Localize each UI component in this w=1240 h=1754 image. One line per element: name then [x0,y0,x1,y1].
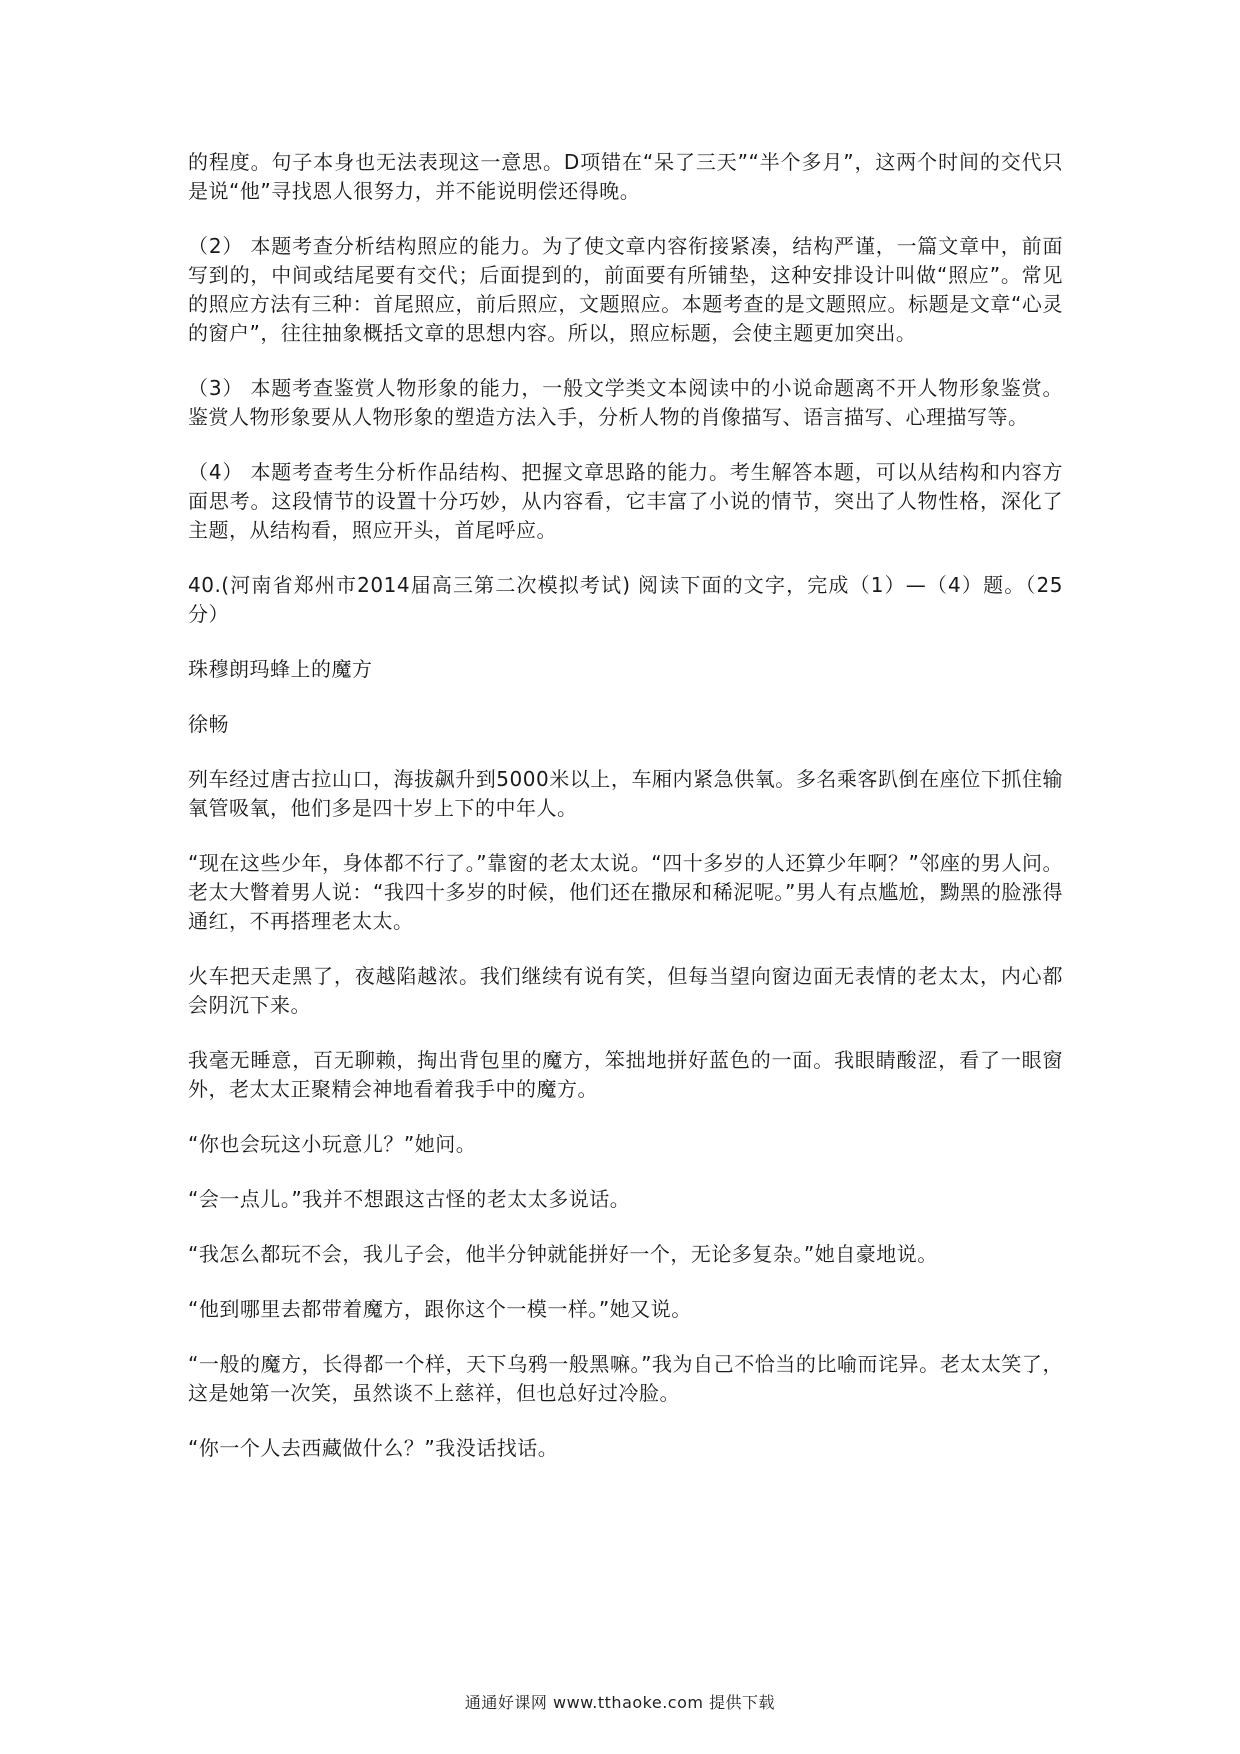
document-body [188,148,1063,1489]
paragraph-answer-3: （3） 本题考查鉴赏人物形象的能力，一般文学类文本阅读中的小说命题离不开人物形象鉴赏。鉴赏人物形象要从人物形象的塑造方法入手，分析人物的肖像描写、语言描写、心理描写等。 [188,376,1063,429]
question-40-header: 40.(河南省郑州市2014届高三第二次模拟考试) 阅读下面的文字，完成（1）—（4）题。（25分） [188,573,1063,626]
story-paragraph: “他到哪里去都带着魔方，跟你这个一模一样。”她又说。 [188,1297,692,1321]
story-author: 徐畅 [188,712,229,736]
story-paragraph: 我毫无睡意，百无聊赖，掏出背包里的魔方，笨拙地拼好蓝色的一面。我眼睛酸涩，看了一眼窗外，老太太正聚精会神地看着我手中的魔方。 [188,1048,1063,1101]
story-paragraph: 列车经过唐古拉山口，海拔飙升到5000米以上，车厢内紧急供氧。多名乘客趴倒在座位下抓住输氧管吸氧，他们多是四十岁上下的中年人。 [188,767,1063,820]
paragraph-answer-continuation: 的程度。句子本身也无法表现这一意思。D项错在“呆了三天”“半个多月”，这两个时间的交代只是说“他”寻找恩人很努力，并不能说明偿还得晚。 [188,150,1063,203]
page-footer: 通通好课网 www.tthaoke.com 提供下载 [464,1693,776,1712]
story-title: 珠穆朗玛蜂上的魔方 [188,657,373,681]
story-paragraph: “你一个人去西藏做什么？”我没话找话。 [188,1436,559,1460]
story-paragraph: “你也会玩这小玩意儿？”她问。 [188,1132,477,1156]
story-paragraph: “现在这些少年，身体都不行了。”靠窗的老太太说。“四十多岁的人还算少年啊？”邻座的男人问。老太大瞥着男人说：“我四十多岁的时候，他们还在撒尿和稀泥呢。”男人有点尴尬，黝黑的脸涨得通红，不再搭理老太太。 [188,851,1063,933]
paragraph-answer-4: （4） 本题考查考生分析作品结构、把握文章思路的能力。考生解答本题，可以从结构和内容方面思考。这段情节的设置十分巧妙，从内容看，它丰富了小说的情节，突出了人物性格，深化了主题，从结构看，照应开头，首尾呼应。 [188,460,1063,542]
paragraph-answer-2: （2） 本题考查分析结构照应的能力。为了使文章内容衔接紧凑，结构严谨，一篇文章中，前面写到的，中间或结尾要有交代；后面提到的，前面要有所铺垫，这种安排设计叫做“照应”。常见的照应方法有三种：首尾照应，前后照应，文题照应。本题考查的是文题照应。标题是文章“心灵的窗户”，往往抽象概括文章的思想内容。所以，照应标题，会使主题更加突出。 [188,234,1063,345]
story-paragraph: “一般的魔方，长得都一个样，天下乌鸦一般黑嘛。”我为自己不恰当的比喻而诧异。老太太笑了，这是她第一次笑，虽然谈不上慈祥，但也总好过冷脸。 [188,1352,1063,1405]
story-paragraph: 火车把天走黑了，夜越陷越浓。我们继续有说有笑，但每当望向窗边面无表情的老太太，内心都会阴沉下来。 [188,964,1063,1017]
story-paragraph: “我怎么都玩不会，我儿子会，他半分钟就能拼好一个，无论多复杂。”她自豪地说。 [188,1242,938,1266]
story-paragraph: “会一点儿。”我并不想跟这古怪的老太太多说话。 [188,1187,631,1211]
